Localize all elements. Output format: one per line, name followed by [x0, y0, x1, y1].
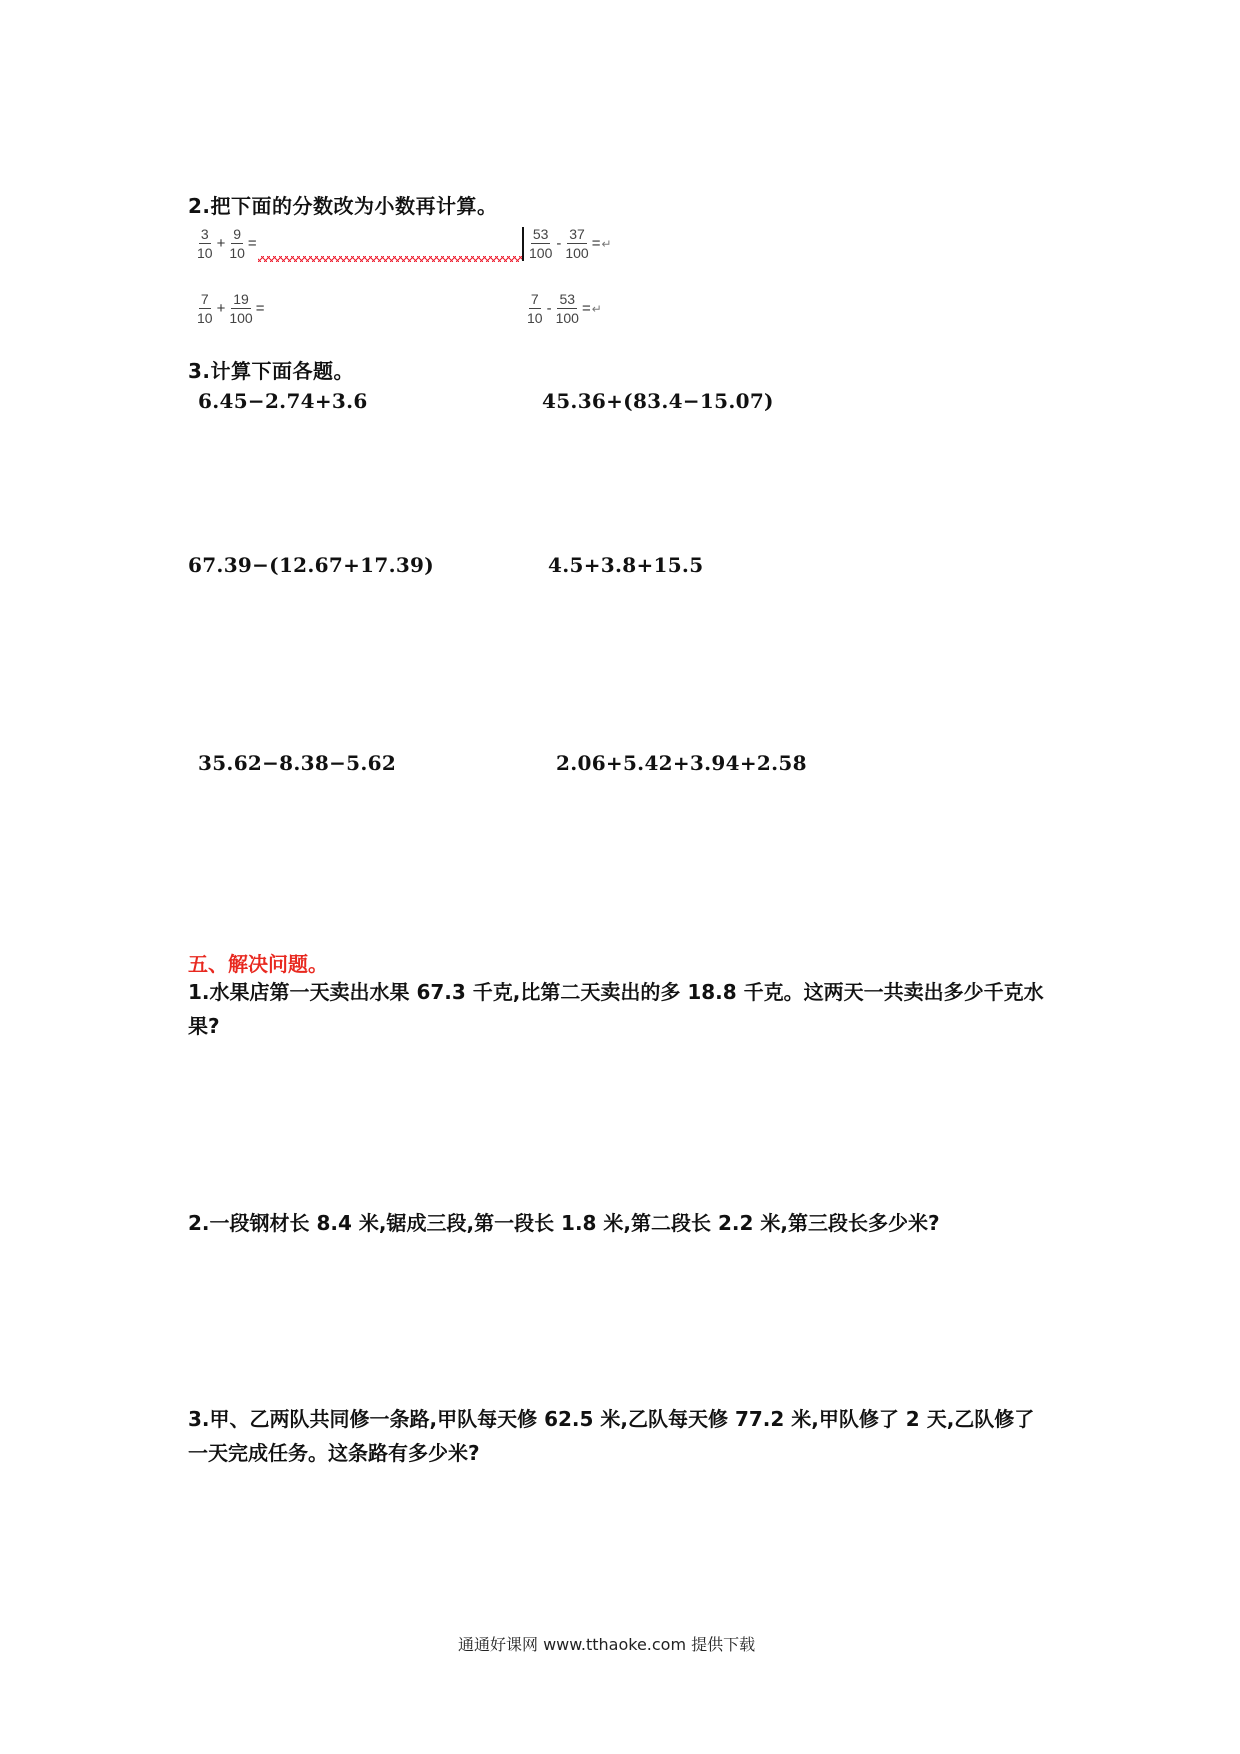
word-problem: 1.水果店第一天卖出水果 67.3 千克,比第二天卖出的多 18.8 千克。这两天一共卖出多少千克水果?: [188, 980, 1044, 1038]
operator: -: [556, 235, 562, 252]
fraction-expression-4: [524, 291, 602, 326]
numerator: 53: [532, 226, 549, 242]
paragraph-mark-icon: ↵: [601, 236, 612, 251]
fraction: [554, 291, 581, 326]
word-problem: 2.一段钢材长 8.4 米,锯成三段,第一段长 1.8 米,第二段长 2.2 米,第三段长多少米?: [188, 1211, 940, 1235]
numerator: 37: [569, 226, 585, 242]
fraction-expression-3: [194, 291, 264, 326]
operator: +: [216, 300, 226, 317]
section-5-title: 五、解决问题。: [188, 952, 328, 976]
equals-sign: =: [591, 235, 601, 252]
denominator: 10: [197, 310, 213, 326]
equals-sign: =: [581, 300, 591, 317]
section-2-heading: 2.把下面的分数改为小数再计算。: [188, 194, 498, 218]
denominator: 100: [229, 310, 253, 326]
numerator: 19: [233, 291, 249, 307]
denominator: 100: [529, 245, 553, 261]
fraction: [227, 226, 247, 261]
fraction-expression-1: [194, 226, 257, 261]
calc-expression: 6.45−2.74+3.6: [198, 389, 368, 413]
calc-expression: 45.36+(83.4−15.07): [542, 389, 774, 413]
denominator: 100: [565, 245, 589, 261]
fraction-expression-2: [522, 226, 612, 261]
paragraph-mark-icon: ↵: [591, 301, 602, 316]
operator: -: [546, 300, 552, 317]
numerator: 3: [200, 226, 209, 242]
fraction: [195, 226, 215, 261]
numerator: 7: [530, 291, 539, 307]
denominator: 10: [229, 245, 245, 261]
spellcheck-underline: [258, 256, 522, 262]
calc-expression: 2.06+5.42+3.94+2.58: [556, 751, 807, 775]
numerator: 53: [559, 291, 576, 307]
word-problem: 3.甲、乙两队共同修一条路,甲队每天修 62.5 米,乙队每天修 77.2 米,甲队修了 2 天,乙队修了一天完成任务。这条路有多少米?: [188, 1407, 1035, 1465]
calc-expression: 4.5+3.8+15.5: [548, 553, 704, 577]
denominator: 10: [527, 310, 543, 326]
equals-sign: =: [255, 300, 265, 317]
fraction: [527, 226, 554, 261]
fraction: [227, 291, 254, 326]
numerator: 9: [233, 226, 242, 242]
denominator: 10: [197, 245, 213, 261]
text-cursor: [522, 227, 524, 261]
fraction: [195, 291, 215, 326]
fraction: [525, 291, 545, 326]
footer-credit: 通通好课网 www.tthaoke.com 提供下载: [458, 1635, 756, 1654]
denominator: 100: [555, 310, 579, 326]
fraction: [563, 226, 590, 261]
operator: +: [216, 235, 226, 252]
equals-sign: =: [247, 235, 257, 252]
calc-expression: 35.62−8.38−5.62: [198, 751, 397, 775]
calc-expression: 67.39−(12.67+17.39): [188, 553, 435, 577]
section-3-heading: 3.计算下面各题。: [188, 359, 355, 383]
numerator: 7: [200, 291, 209, 307]
